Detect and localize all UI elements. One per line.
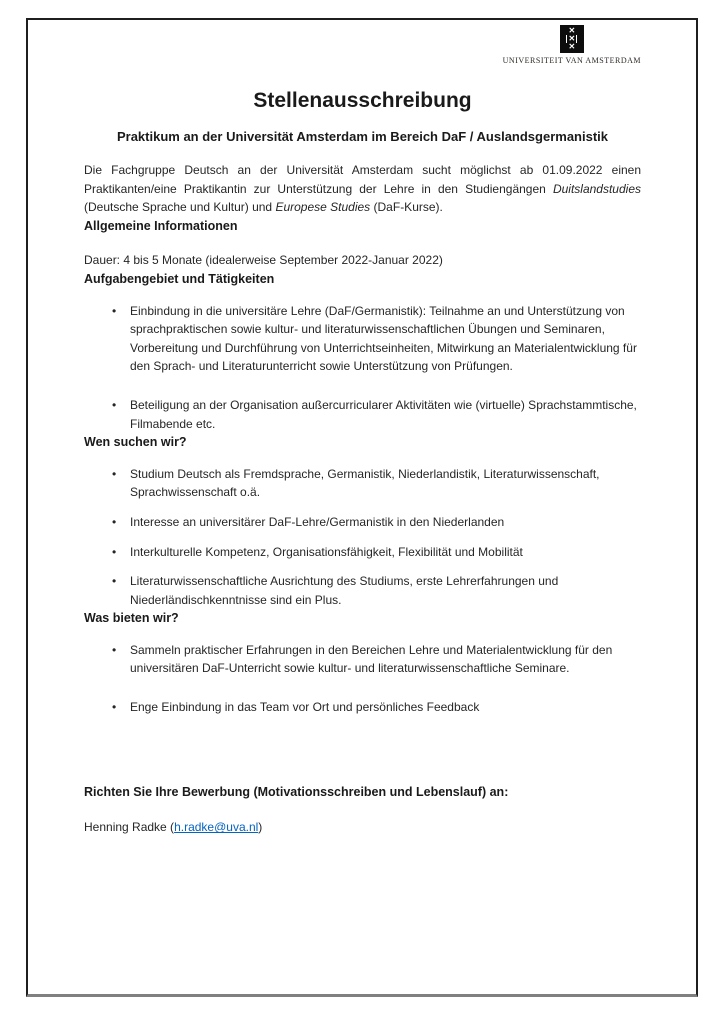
list-item-text: Beteiligung an der Organisation außercurricularer Aktivitäten wie (virtuelle) Sprachstammtische, Filmabende etc. — [130, 397, 637, 431]
list-item — [84, 465, 641, 502]
intro-text: (Deutsche Sprache und Kultur) und — [84, 200, 276, 215]
profile-bullet-list — [84, 465, 641, 610]
section-heading-tasks: Aufgabengebiet und Tätigkeiten — [84, 271, 275, 286]
list-item-text: Literaturwissenschaftliche Ausrichtung des Studiums, erste Lehrerfahrungen und Niederländischkenntnisse sind ein Plus. — [130, 574, 559, 607]
section-heading-profile: Wen suchen wir? — [84, 435, 187, 450]
intro-text: Die Fachgruppe Deutsch an der Universität Amsterdam sucht möglichst ab 01.09.2022 einen Praktikanten/eine Praktikantin zur Unterstützung der Lehre in den Studiengängen — [84, 163, 641, 196]
list-item — [84, 641, 641, 678]
duration-text: Dauer: 4 bis 5 Monate (idealerweise September 2022-Januar 2022) — [84, 253, 443, 268]
uva-wordmark: UNIVERSITEIT VAN AMSTERDAM — [502, 56, 641, 65]
intro-italic-program-1: Duitslandstudies — [552, 181, 641, 196]
bullet-icon — [112, 543, 116, 562]
st-andrews-cross-icon: ✕ — [568, 26, 576, 35]
bullet-icon — [112, 513, 116, 532]
list-item-text: Studium Deutsch als Fremdsprache, Germanistik, Niederlandistik, Literaturwissenschaft, Sprachwissenschaft o.ä. — [130, 466, 600, 500]
bullet-icon — [112, 572, 116, 591]
st-andrews-cross-icon: ✕ — [568, 34, 576, 43]
page-title: Stellenausschreibung — [253, 89, 472, 112]
bullet-icon — [112, 302, 116, 321]
list-item — [84, 513, 641, 532]
list-item-text: Sammeln praktischer Erfahrungen in den Bereichen Lehre und Materialentwicklung für den universitären DaF-Unterricht sowie kultur- und literaturwissenschaftliche Seminare. — [130, 642, 613, 676]
email-link[interactable]: h.radke@uva.nl — [174, 820, 259, 835]
contact-name: Henning Radke ( — [84, 820, 175, 835]
tasks-bullet-list — [84, 302, 641, 434]
intro-paragraph — [84, 161, 641, 217]
section-heading-general-info: Allgemeine Informationen — [84, 218, 238, 233]
page-subtitle: Praktikum an der Universität Amsterdam im Bereich DaF / Auslandsgermanistik — [116, 129, 609, 144]
contact-close-paren: ) — [258, 820, 263, 835]
bullet-icon — [112, 641, 116, 660]
list-item-text: Einbindung in die universitäre Lehre (DaF/Germanistik): Teilnahme an und Unterstützung von sprachpraktischen sowie kultur- und literaturwissenschaftlichen Übungen und Seminaren, Vorbereitung und Durchführung von Unterrichtseinheiten, Mitwirkung an Materialentwicklung für den Sprach- und Literaturunterricht sowie Unterstützung von Prüfungen. — [130, 303, 637, 374]
application-instruction: Richten Sie Ihre Bewerbung (Motivationsschreiben und Lebenslauf) an: — [84, 784, 509, 799]
document-page — [26, 18, 698, 997]
section-heading-offer: Was bieten wir? — [84, 611, 179, 626]
bullet-icon — [112, 698, 116, 717]
intro-italic-program-2: Europese Studies — [275, 200, 371, 215]
offer-bullet-list — [84, 641, 641, 717]
intro-text: (DaF-Kurse). — [370, 200, 443, 215]
uva-logo — [503, 25, 641, 65]
list-item — [84, 572, 641, 609]
list-item-text: Enge Einbindung in das Team vor Ort und persönliches Feedback — [130, 700, 480, 715]
list-item — [84, 698, 641, 717]
bullet-icon — [112, 396, 116, 415]
uva-crest-icon — [560, 25, 584, 53]
document-content — [28, 20, 696, 994]
list-item — [84, 302, 641, 376]
bullet-icon — [112, 465, 116, 484]
contact-line — [84, 818, 641, 837]
list-item — [84, 396, 641, 433]
st-andrews-cross-icon: ✕ — [568, 42, 576, 51]
list-item — [84, 543, 641, 562]
list-item-text: Interkulturelle Kompetenz, Organisationsfähigkeit, Flexibilität und Mobilität — [130, 544, 523, 559]
list-item-text: Interesse an universitärer DaF-Lehre/Germanistik in den Niederlanden — [130, 514, 505, 529]
